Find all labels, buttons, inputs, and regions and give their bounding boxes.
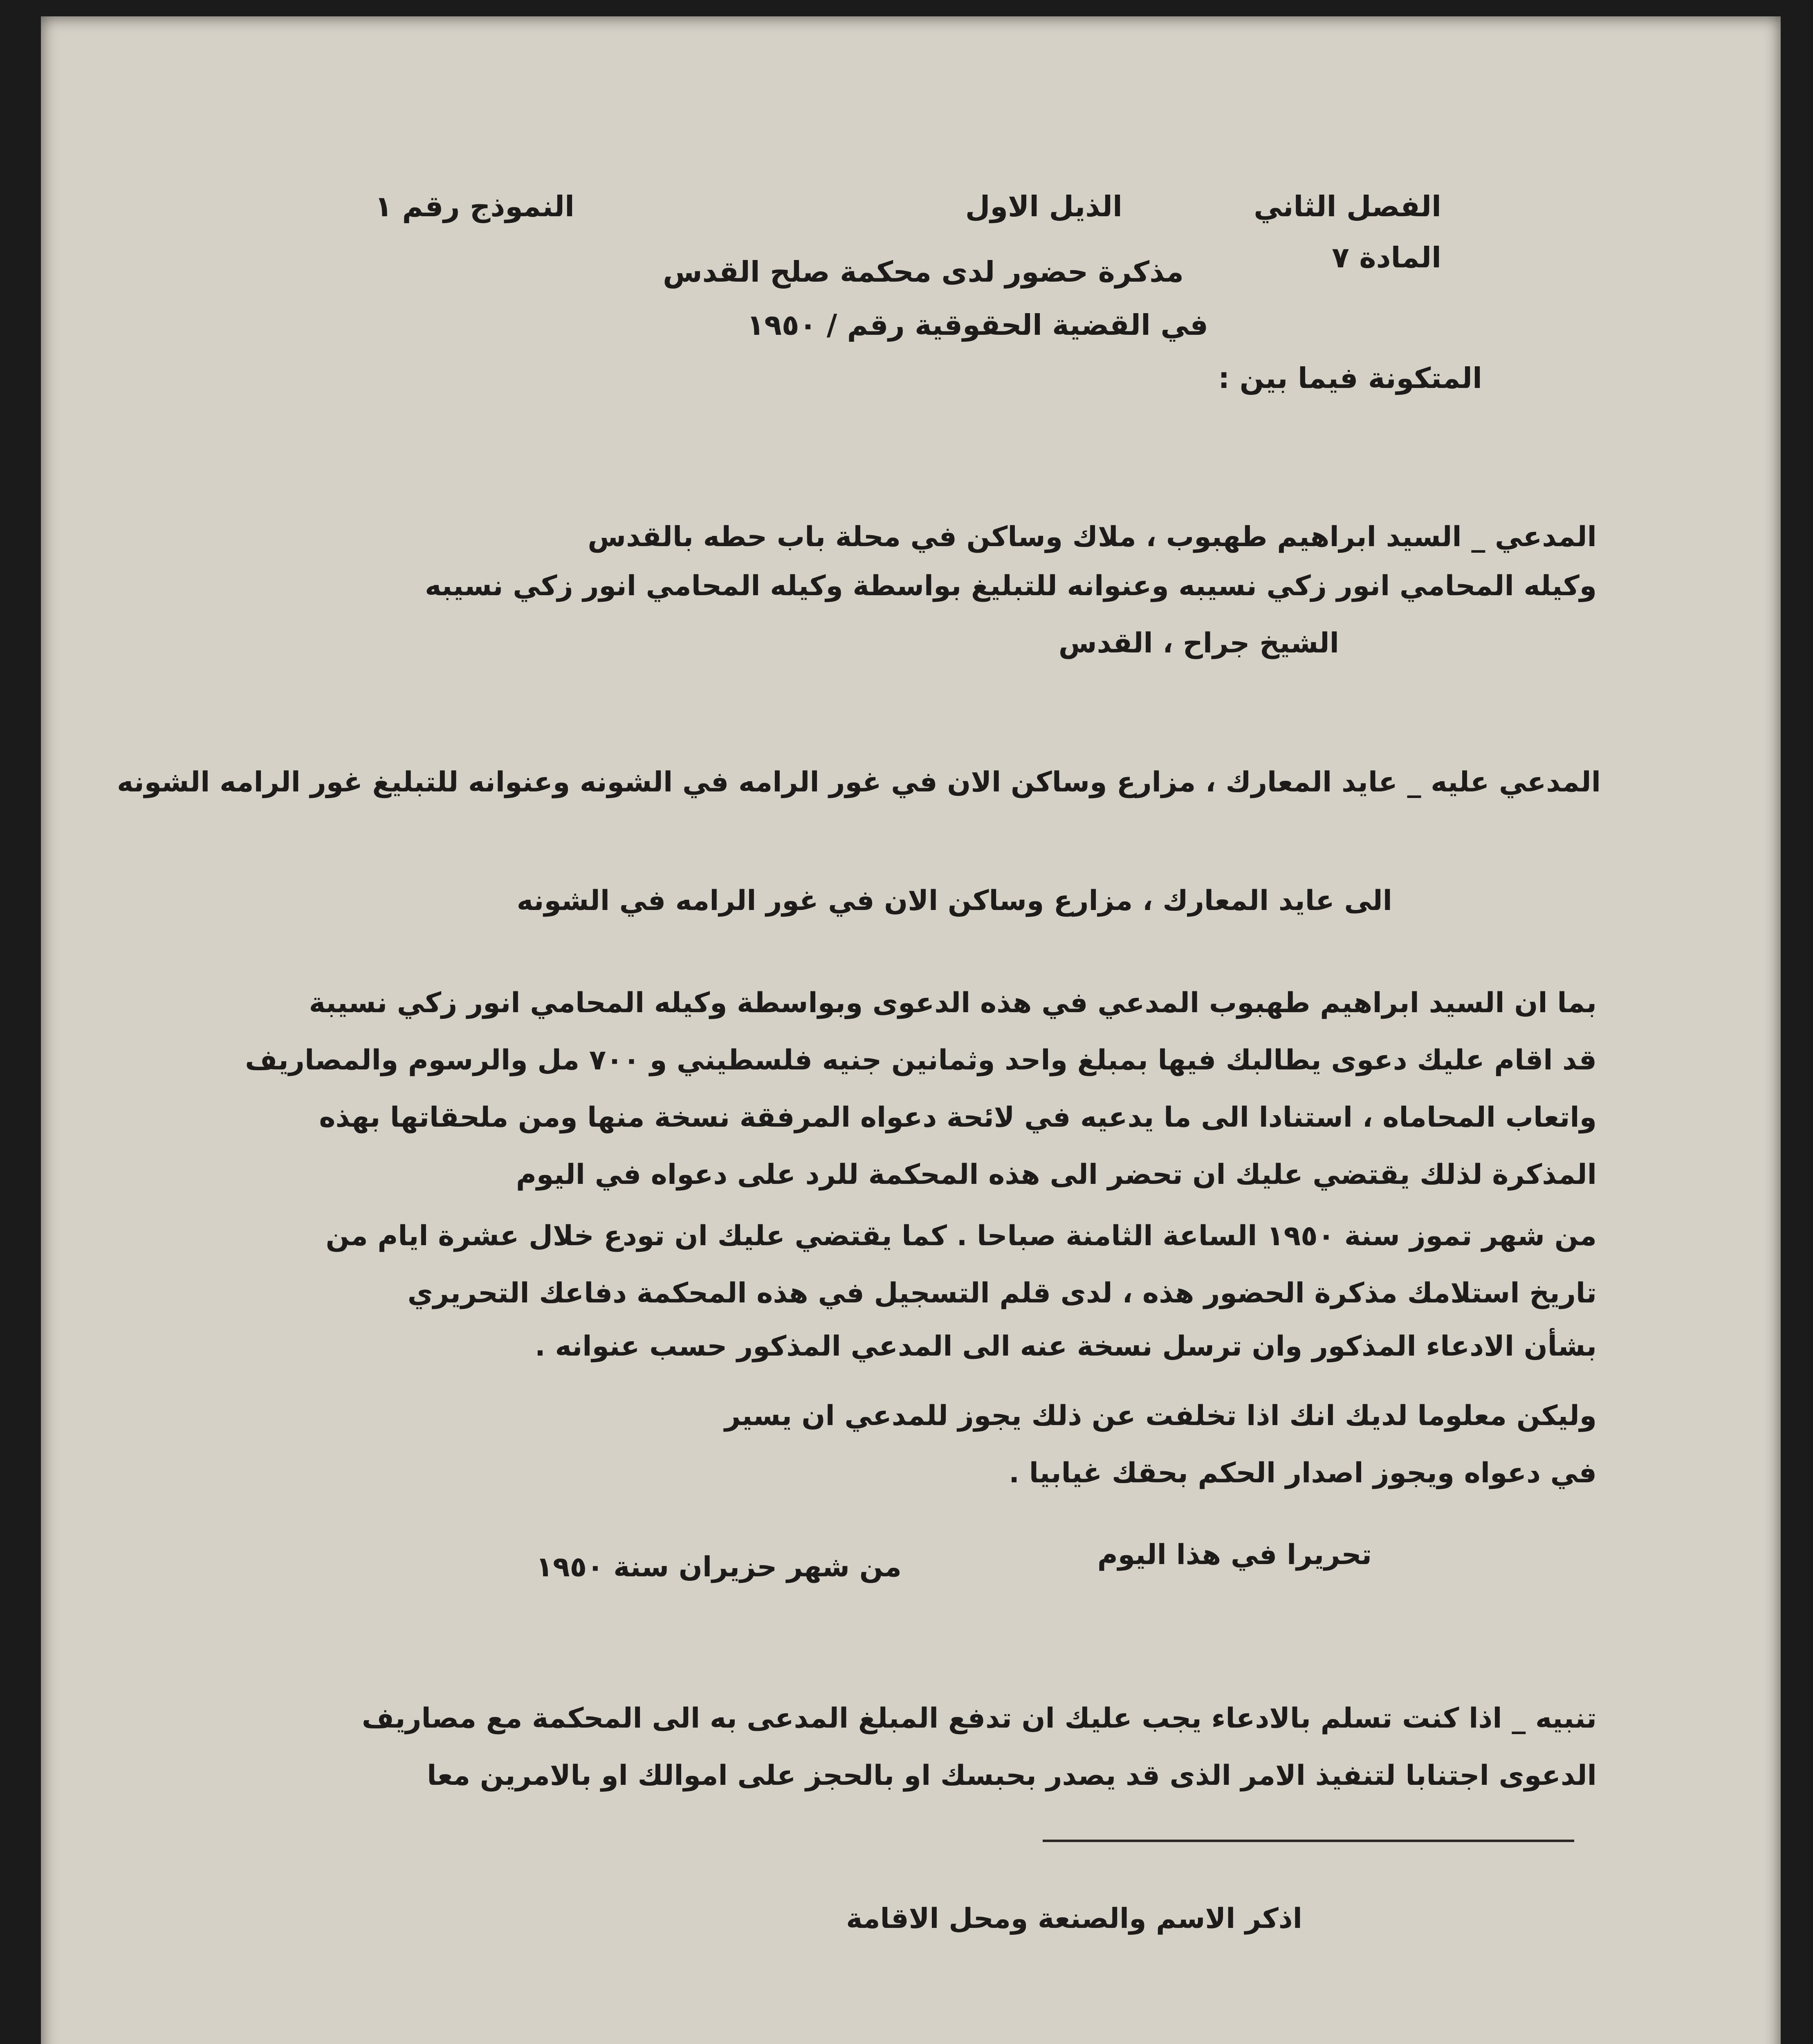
parties-heading: المتكونة فيما بين : xyxy=(1218,361,1482,395)
footer-label: اذكر الاسم والصنعة ومحل الاقامة xyxy=(846,1903,1302,1935)
defendant-line: المدعي عليه _ عايد المعارك ، مزارع وساكن الان في غور الرامه في الشونه وعنوانه للتبليغ غور الرامه الشونه xyxy=(117,766,1601,798)
body-line-1: بما ان السيد ابراهيم طهبوب المدعي في هذه الدعوى وبواسطة وكيله المحامي انور زكي نسيبة xyxy=(309,987,1597,1019)
notice-line-2: الدعوى اجتنابا لتنفيذ الامر الذى قد يصدر بحبسك او بالحجز على اموالك او بالامرين معا xyxy=(427,1759,1597,1792)
document-page xyxy=(41,16,1781,2044)
article-label: المادة ٧ xyxy=(1332,241,1441,274)
body-line-2: قد اقام عليك دعوى يطالبك فيها بمبلغ واحد وثمانين جنيه فلسطيني و ٧٠٠ مل والرسوم والمصاريف xyxy=(245,1044,1597,1076)
body-line-3: واتعاب المحاماه ، استنادا الى ما يدعيه في لائحة دعواه المرفقة نسخة منها ومن ملحقاتها بهذه xyxy=(319,1101,1597,1134)
body-line-5: من شهر تموز سنة ١٩٥٠ الساعة الثامنة صباحا . كما يقتضي عليك ان تودع خلال عشرة ايام من xyxy=(325,1220,1597,1252)
body-line-6: تاريخ استلامك مذكرة الحضور هذه ، لدى قلم التسجيل في هذه المحكمة دفاعك التحريري xyxy=(407,1277,1597,1309)
plaintiff-line-2: وكيله المحامي انور زكي نسيبه وعنوانه للتبليغ بواسطة وكيله المحامي انور زكي نسيبه xyxy=(425,570,1597,602)
body-line-4: المذكرة لذلك يقتضي عليك ان تحضر الى هذه المحكمة للرد على دعواه في اليوم xyxy=(516,1159,1597,1191)
annex-label: الذيل الاول xyxy=(965,190,1122,223)
chapter-label: الفصل الثاني xyxy=(1254,190,1441,223)
body-line-9: في دعواه ويجوز اصدار الحكم بحقك غيابيا . xyxy=(1009,1457,1597,1489)
case-number-line: في القضية الحقوقية رقم / ١٩٥٠ xyxy=(747,308,1208,342)
signature-divider xyxy=(1043,1840,1574,1842)
dated-today: تحريرا في هذا اليوم xyxy=(1097,1539,1372,1571)
plaintiff-line-3: الشيخ جراح ، القدس xyxy=(1058,627,1339,659)
dated-month-year: من شهر حزيران سنة ١٩٥٠ xyxy=(536,1551,902,1583)
body-line-7: بشأن الادعاء المذكور وان ترسل نسخة عنه الى المدعي المذكور حسب عنوانه . xyxy=(534,1330,1597,1363)
plaintiff-line-1: المدعي _ السيد ابراهيم طهبوب ، ملاك وساكن في محلة باب حطه بالقدس xyxy=(588,521,1597,553)
memo-title: مذكرة حضور لدى محكمة صلح القدس xyxy=(663,255,1184,289)
addressee-line: الى عايد المعارك ، مزارع وساكن الان في غور الرامه في الشونه xyxy=(516,885,1392,917)
body-line-8: وليكن معلوما لديك انك اذا تخلفت عن ذلك يجوز للمدعي ان يسير xyxy=(724,1400,1597,1432)
form-number: النموذج رقم ١ xyxy=(375,190,574,223)
notice-line-1: تنبيه _ اذا كنت تسلم بالادعاء يجب عليك ان تدفع المبلغ المدعى به الى المحكمة مع مصاريف xyxy=(361,1702,1597,1735)
